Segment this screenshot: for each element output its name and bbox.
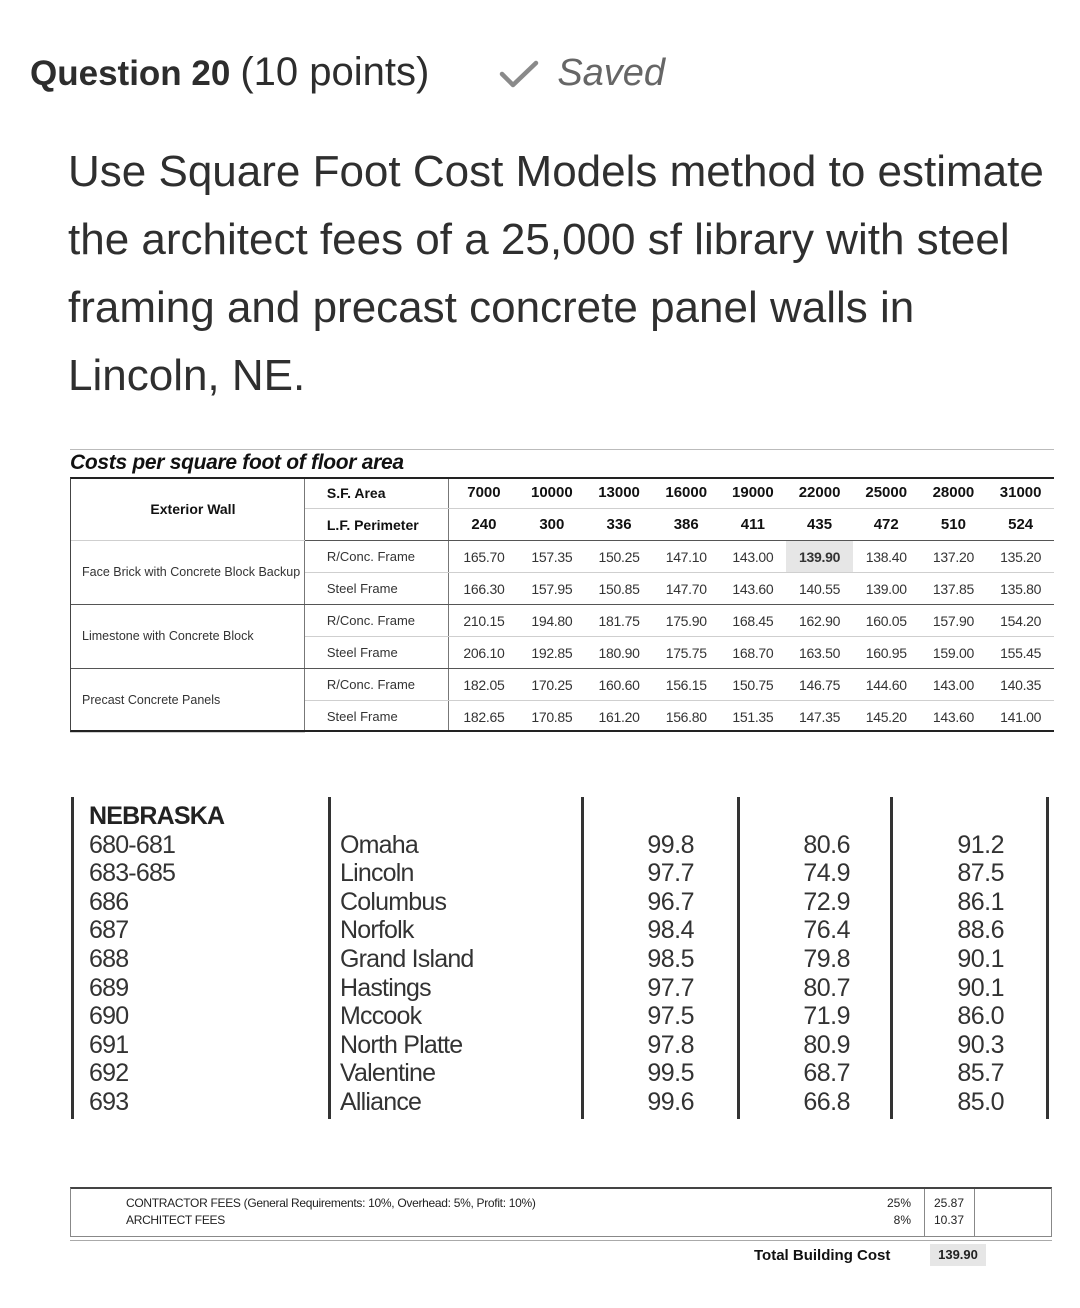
area-header: 25000 bbox=[853, 477, 920, 509]
cost-cell: 141.00 bbox=[1000, 708, 1042, 725]
cost-cell: 146.75 bbox=[786, 669, 853, 701]
factor-value: 98.5 bbox=[647, 944, 694, 973]
checkmark-icon bbox=[499, 59, 539, 89]
factor-value: 66.8 bbox=[803, 1087, 850, 1116]
factor-value: 76.4 bbox=[803, 916, 850, 945]
cost-cell: 147.10 bbox=[653, 541, 720, 573]
factor-value: 71.9 bbox=[803, 1002, 850, 1031]
frame-type: Steel Frame bbox=[304, 637, 448, 669]
architect-fee-percent: 8% bbox=[893, 1213, 911, 1227]
cost-cell: 210.15 bbox=[449, 605, 519, 637]
cost-cell: 192.85 bbox=[519, 637, 586, 669]
installation-column bbox=[786, 831, 850, 1117]
cost-cell: 161.20 bbox=[598, 708, 640, 725]
cost-cell: 166.30 bbox=[449, 573, 519, 605]
architect-fees-label: ARCHITECT FEES bbox=[126, 1213, 225, 1227]
factor-value: 96.7 bbox=[647, 887, 694, 916]
cost-cell: 180.90 bbox=[585, 637, 653, 669]
factor-value: 79.8 bbox=[803, 944, 850, 973]
factor-value: 86.0 bbox=[957, 1002, 1004, 1031]
factor-value: 97.5 bbox=[647, 1002, 694, 1031]
sf-area-label: S.F. Area bbox=[304, 477, 448, 509]
column-divider bbox=[328, 797, 331, 1119]
cost-cell: 160.60 bbox=[585, 669, 653, 701]
cost-cell: 182.05 bbox=[449, 669, 519, 701]
exterior-wall-header: Exterior Wall bbox=[70, 477, 304, 541]
total-rule bbox=[70, 1240, 1052, 1241]
total-building-cost-value: 139.90 bbox=[930, 1244, 986, 1266]
total-column bbox=[940, 831, 1004, 1117]
cost-cell: 138.40 bbox=[853, 541, 920, 573]
city-name: Columbus bbox=[340, 887, 447, 916]
factor-value: 90.3 bbox=[957, 1030, 1004, 1059]
wall-type: Limestone with Concrete Block bbox=[70, 605, 304, 669]
fees-box bbox=[70, 1187, 1052, 1237]
frame-type: R/Conc. Frame bbox=[304, 669, 448, 701]
cost-cell: 160.95 bbox=[853, 637, 920, 669]
cost-cell: 181.75 bbox=[585, 605, 653, 637]
factor-value: 98.4 bbox=[647, 916, 694, 945]
cost-cell: 151.35 bbox=[732, 708, 774, 725]
cost-cell: 157.95 bbox=[519, 573, 586, 605]
cost-cell: 206.10 bbox=[449, 637, 519, 669]
factor-value: 72.9 bbox=[803, 887, 850, 916]
cost-cell: 159.00 bbox=[920, 637, 988, 669]
column-divider bbox=[71, 797, 74, 1119]
perimeter-header: 336 bbox=[585, 509, 653, 541]
question-header bbox=[30, 50, 665, 100]
factor-value: 85.7 bbox=[957, 1059, 1004, 1088]
factor-value: 80.7 bbox=[803, 973, 850, 1002]
area-header: 31000 bbox=[987, 477, 1054, 509]
cost-cell: 139.00 bbox=[853, 573, 920, 605]
factor-value: 74.9 bbox=[803, 859, 850, 888]
wall-type: Face Brick with Concrete Block Backup bbox=[70, 541, 304, 605]
zip-code: 686 bbox=[89, 887, 129, 916]
cost-cell: 170.25 bbox=[519, 669, 586, 701]
location-factors bbox=[0, 797, 1080, 1119]
cost-cell-highlighted: 139.90 bbox=[786, 541, 853, 573]
perimeter-header: 435 bbox=[786, 509, 853, 541]
cost-cell: 135.20 bbox=[987, 541, 1054, 573]
factor-value: 86.1 bbox=[957, 887, 1004, 916]
cost-cell: 150.75 bbox=[720, 669, 787, 701]
cost-cell: 140.35 bbox=[987, 669, 1054, 701]
perimeter-header: 472 bbox=[853, 509, 920, 541]
factor-value: 68.7 bbox=[803, 1059, 850, 1088]
perimeter-header: 240 bbox=[449, 509, 519, 541]
architect-fee-amount: 10.37 bbox=[933, 1213, 965, 1227]
cost-cell: 147.70 bbox=[653, 573, 720, 605]
cost-cell: 154.20 bbox=[987, 605, 1054, 637]
area-header: 28000 bbox=[920, 477, 988, 509]
cost-cell: 150.85 bbox=[585, 573, 653, 605]
material-column bbox=[630, 831, 694, 1117]
zip-code: 683-685 bbox=[89, 859, 176, 888]
cost-cell: 160.05 bbox=[853, 605, 920, 637]
factor-value: 91.2 bbox=[957, 830, 1004, 859]
cost-row bbox=[70, 541, 1054, 573]
zip-code: 690 bbox=[89, 1002, 129, 1031]
area-header: 13000 bbox=[585, 477, 653, 509]
zip-code: 688 bbox=[89, 944, 129, 973]
cost-cell: 156.15 bbox=[653, 669, 720, 701]
frame-type: R/Conc. Frame bbox=[304, 541, 448, 573]
state-name: NEBRASKA bbox=[89, 802, 225, 830]
factor-value: 99.6 bbox=[647, 1087, 694, 1116]
fee-divider bbox=[974, 1189, 975, 1237]
fee-labels bbox=[126, 1195, 536, 1229]
perimeter-header: 386 bbox=[653, 509, 720, 541]
cost-cell: 168.70 bbox=[720, 637, 787, 669]
cost-row bbox=[70, 605, 1054, 637]
cost-cell: 156.80 bbox=[665, 708, 707, 725]
zip-code: 692 bbox=[89, 1059, 129, 1088]
total-building-cost-label: Total Building Cost bbox=[754, 1247, 891, 1264]
sf-area-row bbox=[70, 477, 1054, 509]
zip-code: 687 bbox=[89, 916, 129, 945]
cost-cell: 135.80 bbox=[987, 573, 1054, 605]
factor-value: 90.1 bbox=[957, 973, 1004, 1002]
cost-cell: 175.75 bbox=[653, 637, 720, 669]
column-divider bbox=[1046, 797, 1049, 1119]
area-header: 10000 bbox=[519, 477, 586, 509]
fee-amounts bbox=[927, 1195, 971, 1229]
cost-cell: 155.45 bbox=[987, 637, 1054, 669]
contractor-fees-label: CONTRACTOR FEES (General Requirements: 10%, Overhead: 5%, Profit: 10%) bbox=[126, 1196, 536, 1210]
cost-table-caption: Costs per square foot of floor area bbox=[70, 451, 404, 474]
fee-divider bbox=[924, 1189, 925, 1237]
city-name: North Platte bbox=[340, 1030, 463, 1059]
city-name: Omaha bbox=[340, 830, 418, 859]
lf-perimeter-label: L.F. Perimeter bbox=[304, 509, 448, 541]
city-name: Alliance bbox=[340, 1087, 422, 1116]
factor-value: 99.5 bbox=[647, 1059, 694, 1088]
cost-cell: 145.20 bbox=[865, 708, 907, 725]
cost-cell: 144.60 bbox=[853, 669, 920, 701]
perimeter-header: 510 bbox=[920, 509, 988, 541]
question-text: Use Square Foot Cost Models method to estimate the architect fees of a 25,000 sf library with steel framing and precast concrete panel walls in Lincoln, NE. bbox=[68, 147, 1044, 400]
cost-cell: 143.00 bbox=[920, 669, 988, 701]
factor-value: 97.8 bbox=[647, 1030, 694, 1059]
city-name: Valentine bbox=[340, 1059, 436, 1088]
area-header: 16000 bbox=[653, 477, 720, 509]
cost-cell: 175.90 bbox=[653, 605, 720, 637]
area-header: 7000 bbox=[449, 477, 519, 509]
zip-code: 680-681 bbox=[89, 830, 176, 859]
city-name: Lincoln bbox=[340, 859, 414, 888]
cost-cell: 157.35 bbox=[519, 541, 586, 573]
perimeter-header: 524 bbox=[987, 509, 1054, 541]
city-name: Mccook bbox=[340, 1002, 422, 1031]
zip-code: 689 bbox=[89, 973, 129, 1002]
zip-code: 691 bbox=[89, 1030, 129, 1059]
factor-value: 80.9 bbox=[803, 1030, 850, 1059]
cost-cell: 165.70 bbox=[449, 541, 519, 573]
cost-cell: 137.20 bbox=[920, 541, 988, 573]
area-header: 22000 bbox=[786, 477, 853, 509]
perimeter-header: 411 bbox=[720, 509, 787, 541]
cost-cell: 182.65 bbox=[463, 708, 505, 725]
cost-cell: 143.00 bbox=[720, 541, 787, 573]
perimeter-header: 300 bbox=[519, 509, 586, 541]
cost-cell: 143.60 bbox=[720, 573, 787, 605]
question-title: Question 20 bbox=[30, 54, 231, 93]
cost-cell: 147.35 bbox=[799, 708, 841, 725]
cost-cell: 168.45 bbox=[720, 605, 787, 637]
zip-column bbox=[89, 802, 224, 1117]
cost-cell: 162.90 bbox=[786, 605, 853, 637]
zip-code: 693 bbox=[89, 1087, 129, 1116]
frame-type: R/Conc. Frame bbox=[304, 605, 448, 637]
factor-value: 80.6 bbox=[803, 830, 850, 859]
frame-type: Steel Frame bbox=[304, 701, 448, 733]
cost-cell: 157.90 bbox=[920, 605, 988, 637]
factor-value: 85.0 bbox=[957, 1087, 1004, 1116]
cost-cell: 163.50 bbox=[786, 637, 853, 669]
wall-type: Precast Concrete Panels bbox=[70, 669, 304, 733]
contractor-fee-percent: 25% bbox=[886, 1196, 911, 1210]
contractor-fee-amount: 25.87 bbox=[933, 1196, 965, 1210]
saved-status bbox=[499, 52, 665, 95]
cost-cell: 170.85 bbox=[531, 708, 573, 725]
question-points: (10 points) bbox=[240, 50, 430, 94]
frame-type: Steel Frame bbox=[304, 573, 448, 605]
factor-value: 99.8 bbox=[647, 830, 694, 859]
cost-row bbox=[70, 669, 1054, 701]
fee-percentages bbox=[871, 1195, 911, 1229]
factor-value: 87.5 bbox=[957, 859, 1004, 888]
factor-value: 88.6 bbox=[957, 916, 1004, 945]
city-name: Grand Island bbox=[340, 944, 474, 973]
cost-cell: 194.80 bbox=[519, 605, 586, 637]
cost-cell: 137.85 bbox=[920, 573, 988, 605]
cost-cell: 143.60 bbox=[932, 708, 974, 725]
cost-cell: 150.25 bbox=[585, 541, 653, 573]
saved-label: Saved bbox=[557, 52, 666, 94]
column-divider bbox=[890, 797, 893, 1119]
caption-rule bbox=[70, 449, 1054, 450]
column-divider bbox=[581, 797, 584, 1119]
column-divider bbox=[737, 797, 740, 1119]
factor-value: 97.7 bbox=[647, 973, 694, 1002]
city-name: Hastings bbox=[340, 973, 431, 1002]
city-column bbox=[340, 831, 474, 1117]
city-name: Norfolk bbox=[340, 916, 414, 945]
factor-value: 97.7 bbox=[647, 859, 694, 888]
area-header: 19000 bbox=[720, 477, 787, 509]
factor-value: 90.1 bbox=[957, 944, 1004, 973]
cost-cell: 140.55 bbox=[786, 573, 853, 605]
cost-table bbox=[70, 477, 1054, 733]
